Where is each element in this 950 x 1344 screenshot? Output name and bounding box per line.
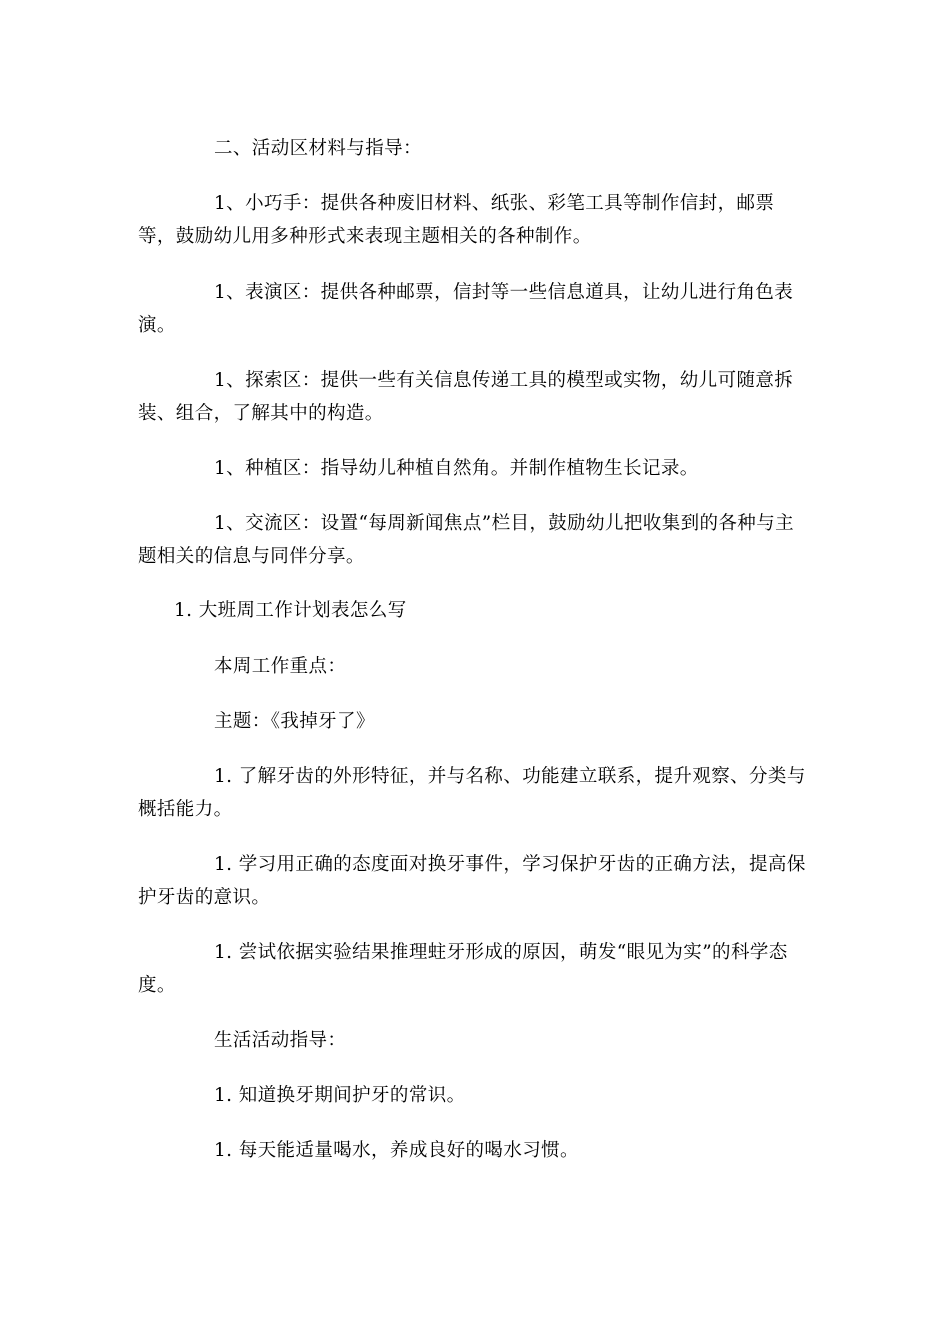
paragraph-planting-area: 1、种植区：指导幼儿种植自然角。并制作植物生长记录。: [214, 458, 699, 479]
section-heading-weekly-plan: 1. 大班周工作计划表怎么写: [174, 600, 407, 621]
paragraph-tooth-care-knowledge: 1. 知道换牙期间护牙的常识。: [214, 1085, 466, 1106]
paragraph-goal-teeth-features: 1. 了解牙齿的外形特征，并与名称、功能建立联系，提升观察、分类与概括能力。: [138, 766, 806, 820]
paragraph-craft-area: 1、小巧手：提供各种废旧材料、纸张、彩笔工具等制作信封，邮票等，鼓励幼儿用多种形式来表现主题相关的各种制作。: [138, 193, 775, 247]
paragraph-performance-area: 1、表演区：提供各种邮票，信封等一些信息道具，让幼儿进行角色表演。: [138, 282, 794, 336]
subheading-life-activity: 生活活动指导：: [214, 1030, 347, 1051]
paragraph-exploration-area: 1、探索区：提供一些有关信息传递工具的模型或实物，幼儿可随意拆装、组合，了解其中的构造。: [138, 370, 794, 424]
paragraph-exchange-area: 1、交流区：设置“每周新闻焦点”栏目，鼓励幼儿把收集到的各种与主题相关的信息与同伴分享。: [138, 513, 794, 567]
paragraph-drinking-water: 1. 每天能适量喝水，养成良好的喝水习惯。: [214, 1140, 579, 1161]
paragraph-theme: 主题：《我掉牙了》: [214, 711, 375, 732]
paragraph-goal-protect-teeth: 1. 学习用正确的态度面对换牙事件，学习保护牙齿的正确方法，提高保护牙齿的意识。: [138, 854, 806, 908]
section-heading-activity-areas: 二、活动区材料与指导：: [214, 138, 422, 159]
subheading-weekly-focus: 本周工作重点：: [214, 656, 347, 677]
paragraph-goal-experiment: 1. 尝试依据实验结果推理蛀牙形成的原因，萌发“眼见为实”的科学态度。: [138, 942, 788, 996]
